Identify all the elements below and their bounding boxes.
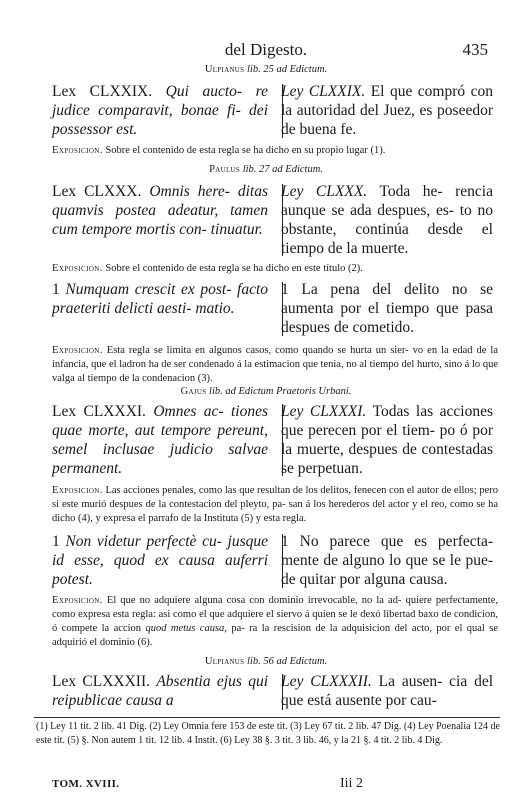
latin-law-number: Lex CLXXXII. — [52, 673, 151, 690]
source-line — [0, 656, 532, 667]
paragraph-number: 1 — [281, 281, 289, 298]
paragraph-number: 1 — [281, 533, 289, 550]
spanish-text — [281, 402, 493, 478]
spanish-law-text: La pena del delito no se aumenta por el tiempo que pasa despues de cometido. — [281, 281, 493, 336]
exposition-text: Las acciones penales, como las que resultan de los delitos, fenecen con el autor de ellos; pero si este murió despues de la contestacion del pleyto, pa- san á los herederos del actor y el reo, como se ha dicho (4), y expresa el parrafo de la Instituta (5) y esta regla. — [52, 485, 499, 524]
latin-law-text: Absentia ejus qui reipublicae causa a — [52, 673, 269, 709]
spanish-law-text: La ausen- cia del que está ausente por cau- — [281, 673, 493, 709]
latin-text — [52, 82, 268, 139]
spanish-text — [281, 672, 493, 710]
source-author: Gajus — [180, 386, 207, 397]
spanish-text — [281, 182, 493, 258]
spanish-law-text: No parece que es perfecta- mente de alguno lo que se le pue- de quitar por alguna causa. — [281, 533, 493, 588]
spanish-law-number: Ley CLXXX. — [281, 183, 368, 200]
source-author: Paulus — [209, 164, 241, 175]
latin-text — [52, 672, 268, 710]
exposition-text: Sobre el contenido de esta regla se ha dicho en su propio lugar (1). — [105, 145, 386, 156]
latin-law-text: Non videtur perfectè cu- jusque id esse, quod ex causa auferri potest. — [52, 533, 268, 588]
spanish-law-number: Ley CLXXXII. — [281, 673, 372, 690]
source-work: lib. ad Edictum Praetoris Urbani. — [209, 386, 352, 397]
source-line — [0, 386, 532, 397]
spanish-law-text: Toda he- rencia aunque se ada despues, es- to no obstante, continúa desde el tiempo de la muerte. — [281, 183, 493, 257]
latin-law-text: Qui aucto- re judice comparavit, bonae fi- dei possessor est. — [52, 83, 268, 138]
footnotes: (1) Ley 11 tit. 2 lib. 41 Dig. (2) Ley Omnia fere 153 de este tit. (3) Ley 67 tit. 2 lib. 47 Dig. (4) Ley Poenalia 124 de este tit. (5) §. Non autem 1 tit. 12 lib. 4 Instit. (6) Ley 38 §. 3 tit. 3 lib. 46, y la 21 §. 4 tit. 2 lib. 4 Dig. — [36, 721, 500, 746]
spanish-law-text: Todas las acciones que perecen por el tiem- po ó por la muerte, despues de contestadas se perpetuan. — [281, 403, 493, 477]
spanish-text — [281, 82, 493, 139]
volume-mark: TOM. XVIII. — [52, 778, 120, 790]
exposition-label: Exposicion. — [52, 345, 103, 356]
exposition-label: Exposicion. — [52, 145, 103, 156]
running-head: del Digesto. — [224, 40, 308, 59]
exposition — [52, 262, 498, 276]
latin-law-number: Lex CLXXIX. — [52, 83, 153, 100]
exposition-label: Exposicion. — [52, 263, 103, 274]
exposition-italic: quod metus causa — [145, 623, 225, 634]
spanish-law-text: El que compró con la autoridad del Juez, es poseedor de buena fe. — [281, 83, 493, 138]
page-number: 435 — [462, 40, 488, 59]
spanish-law-number: Ley CLXXIX. — [281, 83, 366, 100]
exposition — [52, 484, 498, 526]
exposition-text: Esta regla se limita en algunos casos, como quando se hurta un sier- vo en la edad de la infancia, que el ladron ha de ser condenado á la estimacion que tenia, no al tiempo del hurto, sino á lo que valga al tiempo de la condenacion (3). — [52, 345, 498, 384]
footnote-rule — [34, 717, 500, 718]
source-author: Ulpianus — [204, 64, 245, 75]
spanish-text — [281, 532, 493, 589]
latin-law-number: Lex CLXXXI. — [52, 403, 146, 420]
source-work: lib. 25 ad Edictum. — [246, 64, 328, 75]
exposition — [52, 144, 498, 158]
latin-law-text: Omnis here- ditas quamvis postea adeatur, tamen cum tempore mortis con- tinuatur. — [52, 183, 268, 238]
latin-law-text: Numquam crescit ex post- facto praeteriti delicti aesti- matio. — [52, 281, 269, 317]
exposition — [52, 594, 498, 650]
paragraph-number: 1 — [52, 281, 60, 298]
exposition — [52, 344, 498, 386]
exposition-label: Exposicion. — [52, 485, 103, 496]
exposition-text: , pa- ra la rescision de la adquisicion del acto, por el qual se adquirió el dominio (6). — [52, 623, 499, 648]
paragraph-number: 1 — [52, 533, 60, 550]
spanish-text — [281, 280, 493, 337]
spanish-law-number: Ley CLXXXI. — [281, 403, 367, 420]
exposition-text: El que no adquiere alguna cosa con dominio irrevocable, no la ad- quiere perfectamente, como expresa esta regla: asi como el que adquiere el siervo á quien se le dexó libertad baxo de condicion, ó compete la accion — [52, 595, 499, 634]
latin-text — [52, 532, 268, 589]
latin-law-text: Omnes ac- tiones quae morte, aut tempore pereunt, semel inclusae judicio salvae permanent. — [52, 403, 268, 477]
latin-text — [52, 280, 268, 318]
latin-text — [52, 402, 268, 478]
exposition-label: Exposicion. — [52, 595, 103, 606]
source-line — [0, 64, 532, 75]
source-author: Ulpianus — [204, 656, 245, 667]
source-line — [0, 164, 532, 175]
source-work: lib. 56 ad Edictum. — [246, 656, 328, 667]
source-work: lib. 27 ad Edictum. — [242, 164, 323, 175]
latin-text — [52, 182, 268, 239]
exposition-text: Sobre el contenido de esta regla se ha dicho en este título (2). — [105, 263, 363, 274]
latin-law-number: Lex CLXXX. — [52, 183, 142, 200]
signature-mark: Iii 2 — [340, 776, 363, 791]
